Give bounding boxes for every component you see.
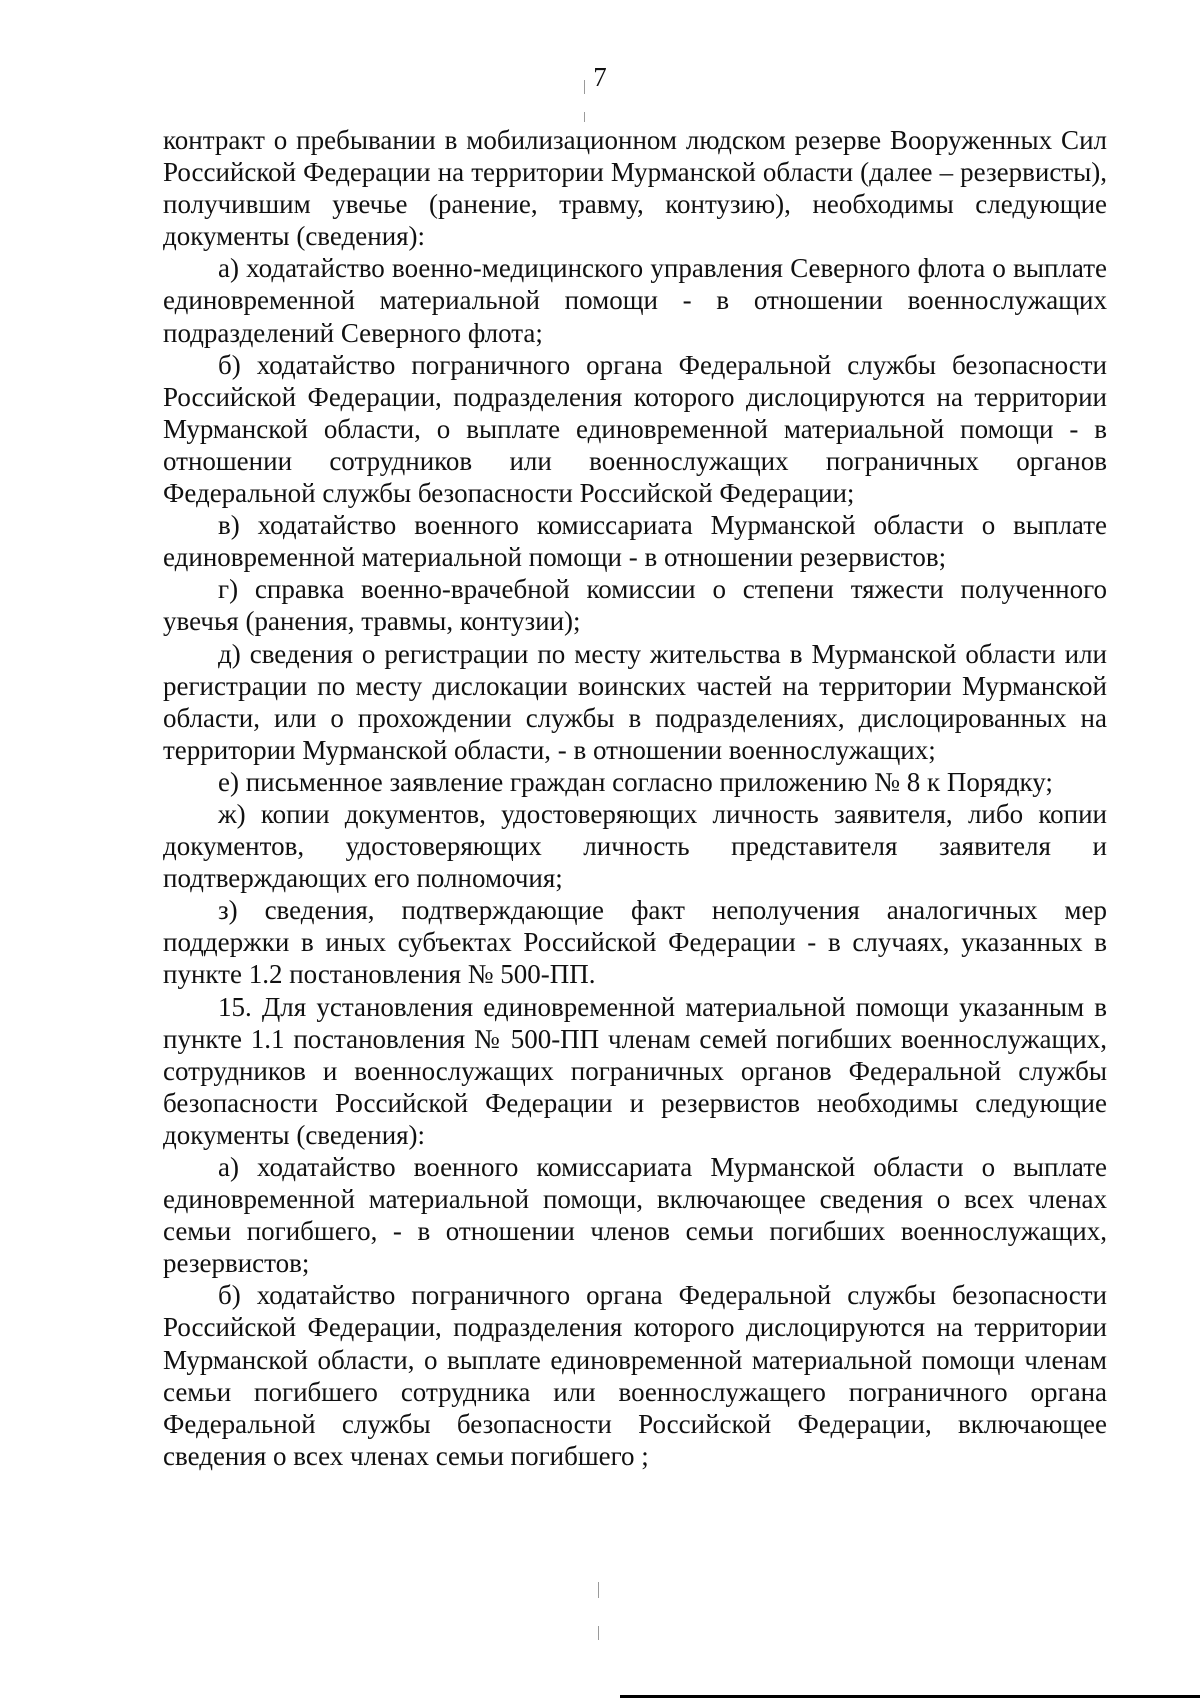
paragraph-section-15: 15. Для установления единовременной материальной помощи указанным в пункте 1.1 постановления № 500-ПП членам семей погибших военнослужащих, сотрудников и военнослужащих пограничных органов Федеральной службы безопасности Российской Федерации и резервистов необходимы следующие документы (сведения): — [163, 991, 1107, 1150]
paragraph-item-g: г) справка военно-врачебной комиссии о степени тяжести полученного увечья (ранения, травмы, контузии); — [163, 574, 1107, 637]
scan-artifact-mark — [584, 112, 585, 122]
paragraph-item-z: з) сведения, подтверждающие факт неполучения аналогичных мер поддержки в иных субъектах Российской Федерации - в случаях, указанных в пункте 1.2 постановления № 500-ПП. — [163, 895, 1107, 990]
scan-artifact-mark — [598, 1582, 599, 1598]
paragraph-item-d: д) сведения о регистрации по месту жительства в Мурманской области или регистрации по месту дислокации воинских частей на территории Мурманской области, или о прохождении службы в подразделениях, дислоцированных на территории Мурманской области, - в отношении военнослужащих; — [163, 638, 1107, 765]
paragraph-continuation: контракт о пребывании в мобилизационном людском резерве Вооруженных Сил Российской Федерации на территории Мурманской области (далее – резервисты), получившим увечье (ранение, травму, контузию), необходимы следующие документы (сведения): — [163, 125, 1107, 252]
scan-artifact-mark — [584, 80, 585, 94]
paragraph-section-15-item-a: а) ходатайство военного комиссариата Мурманской области о выплате единовременной материальной помощи, включающее сведения о всех членах семьи погибшего, - в отношении членов семьи погибших военнослужащих, резервистов; — [163, 1152, 1107, 1279]
paragraph-item-v: в) ходатайство военного комиссариата Мурманской области о выплате единовременной материальной помощи - в отношении резервистов; — [163, 510, 1107, 573]
page-number: 7 — [593, 62, 607, 92]
paragraph-item-a: а) ходатайство военно-медицинского управления Северного флота о выплате единовременной материальной помощи - в отношении военнослужащих подразделений Северного флота; — [163, 253, 1107, 348]
scan-artifact-mark — [598, 1626, 599, 1640]
paragraph-item-b: б) ходатайство пограничного органа Федеральной службы безопасности Российской Федерации, подразделения которого дислоцируются на территории Мурманской области, о выплате единовременной материальной помощи - в отношении сотрудников или военнослужащих пограничных органов Федеральной службы безопасности Российской Федерации; — [163, 349, 1107, 509]
paragraph-item-zh: ж) копии документов, удостоверяющих личность заявителя, либо копии документов, удостоверяющих личность представителя заявителя и подтверждающих его полномочия; — [163, 798, 1107, 894]
document-body — [163, 124, 1107, 1472]
paragraph-item-e: е) письменное заявление граждан согласно приложению № 8 к Порядку; — [218, 766, 1053, 797]
paragraph-section-15-item-b: б) ходатайство пограничного органа Федеральной службы безопасности Российской Федерации, подразделения которого дислоцируются на территории Мурманской области, о выплате единовременной материальной помощи членам семьи погибшего сотрудника или военнослужащего пограничного органа Федеральной службы безопасности Российской Федерации, включающее сведения о всех членах семьи погибшего ; — [163, 1280, 1107, 1471]
